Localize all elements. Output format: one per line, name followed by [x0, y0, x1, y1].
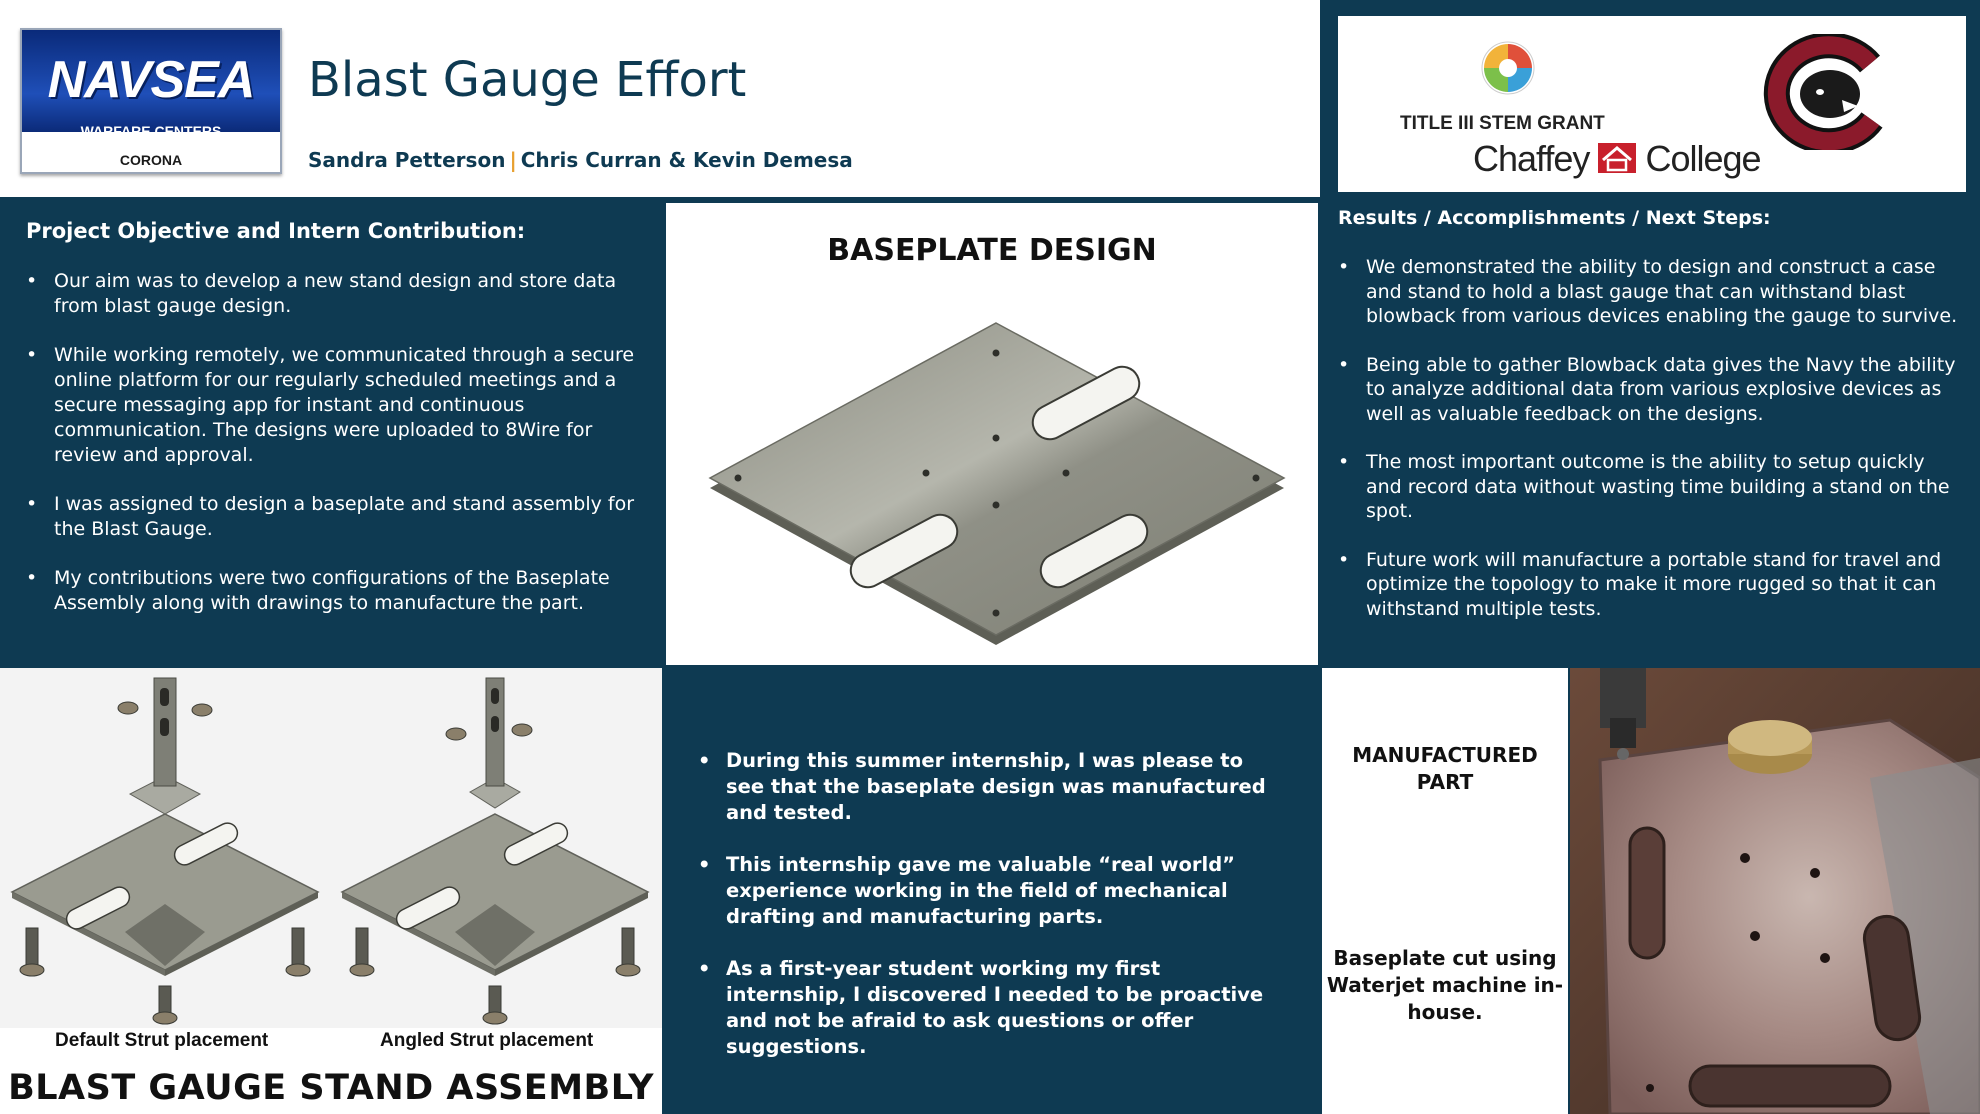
list-item: • I was assigned to design a baseplate and stand assembly for the Blast Gauge. [26, 492, 638, 542]
stand-assembly-title: BLAST GAUGE STAND ASSEMBLY [8, 1068, 654, 1108]
list-item: • We demonstrated the ability to design and construct a case and stand to hold a blast gauge that can withstand blast blowback from various devices enabling the gauge to survive. [1338, 255, 1962, 329]
authors-secondary: Chris Curran & Kevin Demesa [520, 148, 853, 172]
manufactured-description: Baseplate cut using Waterjet machine in-house. [1326, 946, 1564, 1024]
stem-grant-icon [1480, 40, 1536, 96]
poster-title: Blast Gauge Effort [308, 52, 747, 108]
header [0, 0, 1320, 200]
author-primary: Sandra Petterson [308, 148, 506, 172]
objective-panel [0, 203, 662, 665]
list-item: • The most important outcome is the ability to setup quickly and record data without wasting time building a stand on the spot. [1338, 450, 1962, 524]
logo-subtitle: WARFARE CENTERS [80, 123, 222, 139]
list-item: • Being able to gather Blowback data gives the Navy the ability to analyze additional data from various explosive devices as well as valuable feedback on the designs. [1338, 353, 1962, 427]
college-name-right: College [1645, 138, 1761, 179]
manufactured-part-photo [1570, 668, 1980, 1114]
college-name-left: Chaffey [1473, 138, 1590, 179]
authors-line [308, 148, 853, 172]
internship-list [698, 748, 1282, 1060]
objective-heading: Project Objective and Intern Contribution: [26, 219, 526, 243]
manufactured-title: MANUFACTURED PART [1352, 743, 1538, 794]
author-separator: | [509, 148, 517, 172]
results-panel [1322, 203, 1980, 665]
stand-assembly-panel [0, 668, 662, 1114]
stand-title-wrap [0, 1068, 662, 1108]
internship-panel [666, 668, 1318, 1114]
baseplate-panel [666, 203, 1318, 665]
logo-location: CORONA [119, 152, 183, 168]
list-item: • As a first-year student working my first internship, I discovered I needed to be proactive and not be afraid to ask questions or offer suggestions. [698, 956, 1282, 1060]
list-item: • While working remotely, we communicated through a secure online platform for our regularly scheduled meetings and a secure messaging app for instant and continuous communication. The designs were uploaded to 8Wire for review and approval. [26, 343, 638, 468]
navsea-logo [20, 28, 282, 174]
waterjet-photo [1570, 668, 1980, 1114]
chaffey-college-wordmark [1473, 138, 1761, 180]
list-item: • This internship gave me valuable “real world” experience working in the field of mechanical drafting and manufacturing parts. [698, 852, 1282, 930]
list-item: • My contributions were two configurations of the Baseplate Assembly along with drawings to manufacture the part. [26, 566, 638, 616]
caption-angled-strut: Angled Strut placement [380, 1030, 594, 1051]
list-item: • During this summer internship, I was please to see that the baseplate design was manufactured and tested. [698, 748, 1282, 826]
baseplate-title: BASEPLATE DESIGN [827, 233, 1157, 268]
caption-default-strut: Default Strut placement [55, 1030, 269, 1051]
objective-list [26, 269, 638, 616]
list-item: • Our aim was to develop a new stand design and store data from blast gauge design. [26, 269, 638, 319]
grant-logos [1338, 16, 1966, 192]
list-item: • Future work will manufacture a portable stand for travel and optimize the topology to make it more rugged so that it can withstand multiple tests. [1338, 548, 1962, 622]
house-icon [1598, 143, 1636, 173]
manufactured-panel [1322, 668, 1568, 1114]
results-heading: Results / Accomplishments / Next Steps: [1338, 207, 1771, 229]
stem-grant-label: TITLE III STEM GRANT [1400, 113, 1605, 134]
panther-c-logo [1760, 34, 1892, 150]
results-list [1338, 255, 1962, 621]
logo-wordmark: NAVSEA [47, 51, 255, 109]
baseplate-render [666, 283, 1318, 665]
stand-assembly-render [0, 668, 662, 1028]
